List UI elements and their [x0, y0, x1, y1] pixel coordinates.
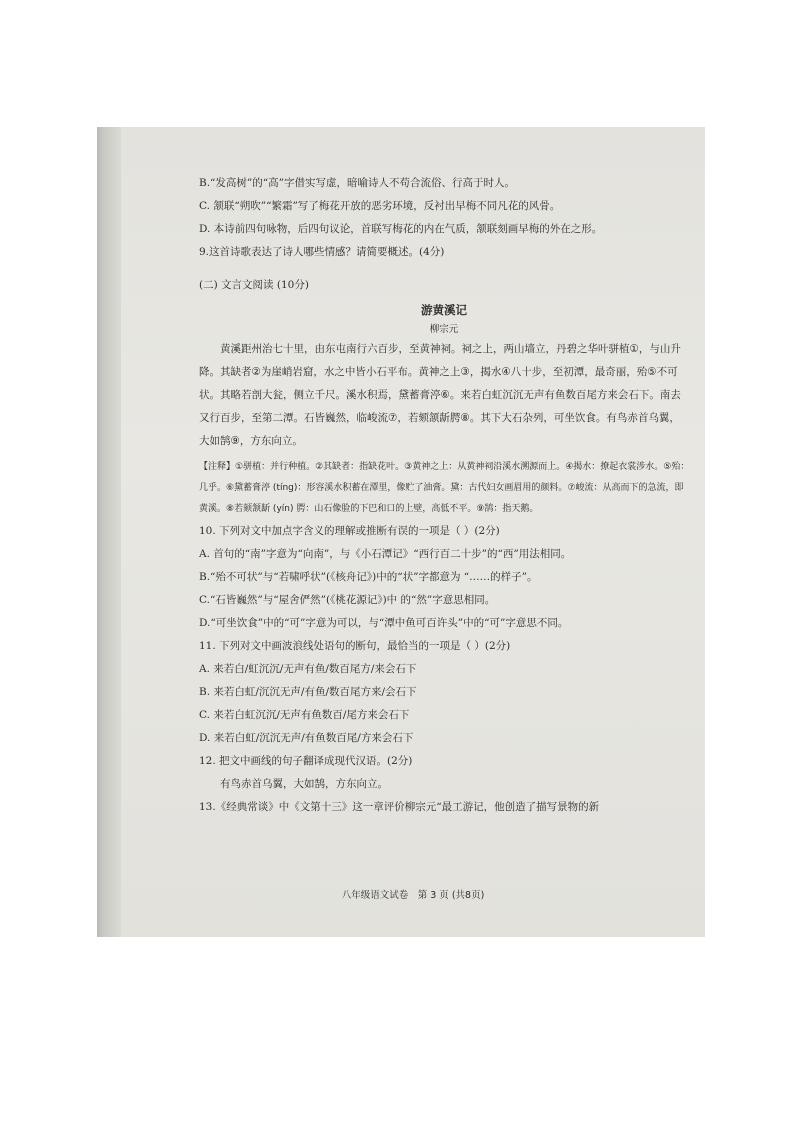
passage-text: 黄溪距州治七十里，由东屯南行六百步，至黄神祠。祠之上，两山墙立，丹碧之华叶骈植①，与山升降。其缺者②为崖峭岩窟，水之中皆小石平布。黄神之上③，揭水④八十步，至初潭，最奇丽，殆⑤不可状。其略若剖大瓮，侧立千尺。溪水积焉，黛蓄膏渟⑥。来若白虹沉沉无声有鱼数百尾方来会石下。南去又行百步，至第二潭。石皆巍然，临峻流⑦，若颏颔龂腭⑧。其下大石杂列，可坐饮食。有鸟赤首乌翼，大如鹄⑨，方东向立。 [199, 343, 681, 447]
q10-option-b: B.“殆不可状”与“若啸呼状”(《核舟记》)中的“状”字都意为 “……的样子”。 [199, 571, 538, 583]
document-photo [97, 127, 705, 937]
q8-option-c: C. 颔联“朔吹”“繁霜”写了梅花开放的恶劣环境，反衬出早梅不同凡花的风骨。 [199, 200, 561, 212]
q8-option-d: D. 本诗前四句咏物，后四句议论，首联写梅花的内在气质，颔联刻画早梅的外在之形。 [199, 223, 603, 235]
section-title: (二) 文言文阅读 (10分) [199, 279, 309, 291]
passage-title: 游黄溪记 [421, 303, 467, 317]
passage-author: 柳宗元 [429, 324, 459, 335]
q10-stem: 10. 下列对文中加点字含义的理解或推断有误的一项是（ ）(2分) [199, 525, 500, 537]
q11-stem: 11. 下列对文中画波浪线处语句的断句，最恰当的一项是（ ）(2分) [199, 640, 511, 652]
q12-sentence: 有鸟赤首乌翼，大如鹄，方东向立。 [220, 778, 388, 790]
q11-option-b: B. 来若白虹/沉沉无声/有鱼/数百尾方来/会石下 [199, 686, 417, 698]
q12-stem: 12. 把文中画线的句子翻译成现代汉语。(2分) [199, 755, 413, 767]
q8-option-b: B.“发高树”的“高”字借实写虚，暗喻诗人不苟合流俗、行高于时人。 [199, 177, 516, 189]
q10-option-c: C.“石皆巍然”与“屋舍俨然”(《桃花源记》)中 的“然”字意思相同。 [199, 594, 496, 606]
q11-option-d: D. 来若白虹/沉沉无声/有鱼数百尾/方来会石下 [199, 732, 414, 744]
q10-option-d: D.“可坐饮食”中的“可”字意为可以，与“潭中鱼可百许头”中的“可”字意思不同。 [199, 617, 569, 629]
q11-option-c: C. 来若白虹沉沉/无声有鱼数百/尾方来会石下 [199, 709, 410, 721]
q10-option-a: A. 首句的“南”字意为“向南”，与《小石潭记》“西行百二十步”的“西”用法相同。 [199, 548, 572, 560]
q13-stem: 13.《经典常谈》中《文第十三》这一章评价柳宗元“最工游记，他创造了描写景物的新 [199, 801, 600, 813]
page-footer: 八年级语文试卷 第 3 页 (共8页) [341, 890, 485, 901]
exam-page [121, 127, 705, 937]
q9-stem: 9.这首诗歌表达了诗人哪些情感？请简要概述。(4分) [199, 246, 445, 258]
page-content [199, 172, 689, 819]
q11-option-a: A. 来若白/虹沉沉/无声有鱼/数百尾方/来会石下 [199, 663, 417, 675]
passage-notes: 【注释】①骈植：并行种植。②其缺者：指缺花叶。③黄神之上：从黄神祠沿溪水溯源而上。④揭水：撩起衣裳涉水。⑤殆：几乎。⑥黛蓄膏渟 (tíng)：形容溪水积蓄在潭里，像贮了油膏。黛：古代妇女画眉用的颜料。⑦峻流：从高而下的急流，即黄溪。⑧若颏颔龂 (yín) 腭：山石像脸的下巴和口的上壁，高低不平。⑨鹄：指天鹅。 [199, 462, 690, 514]
